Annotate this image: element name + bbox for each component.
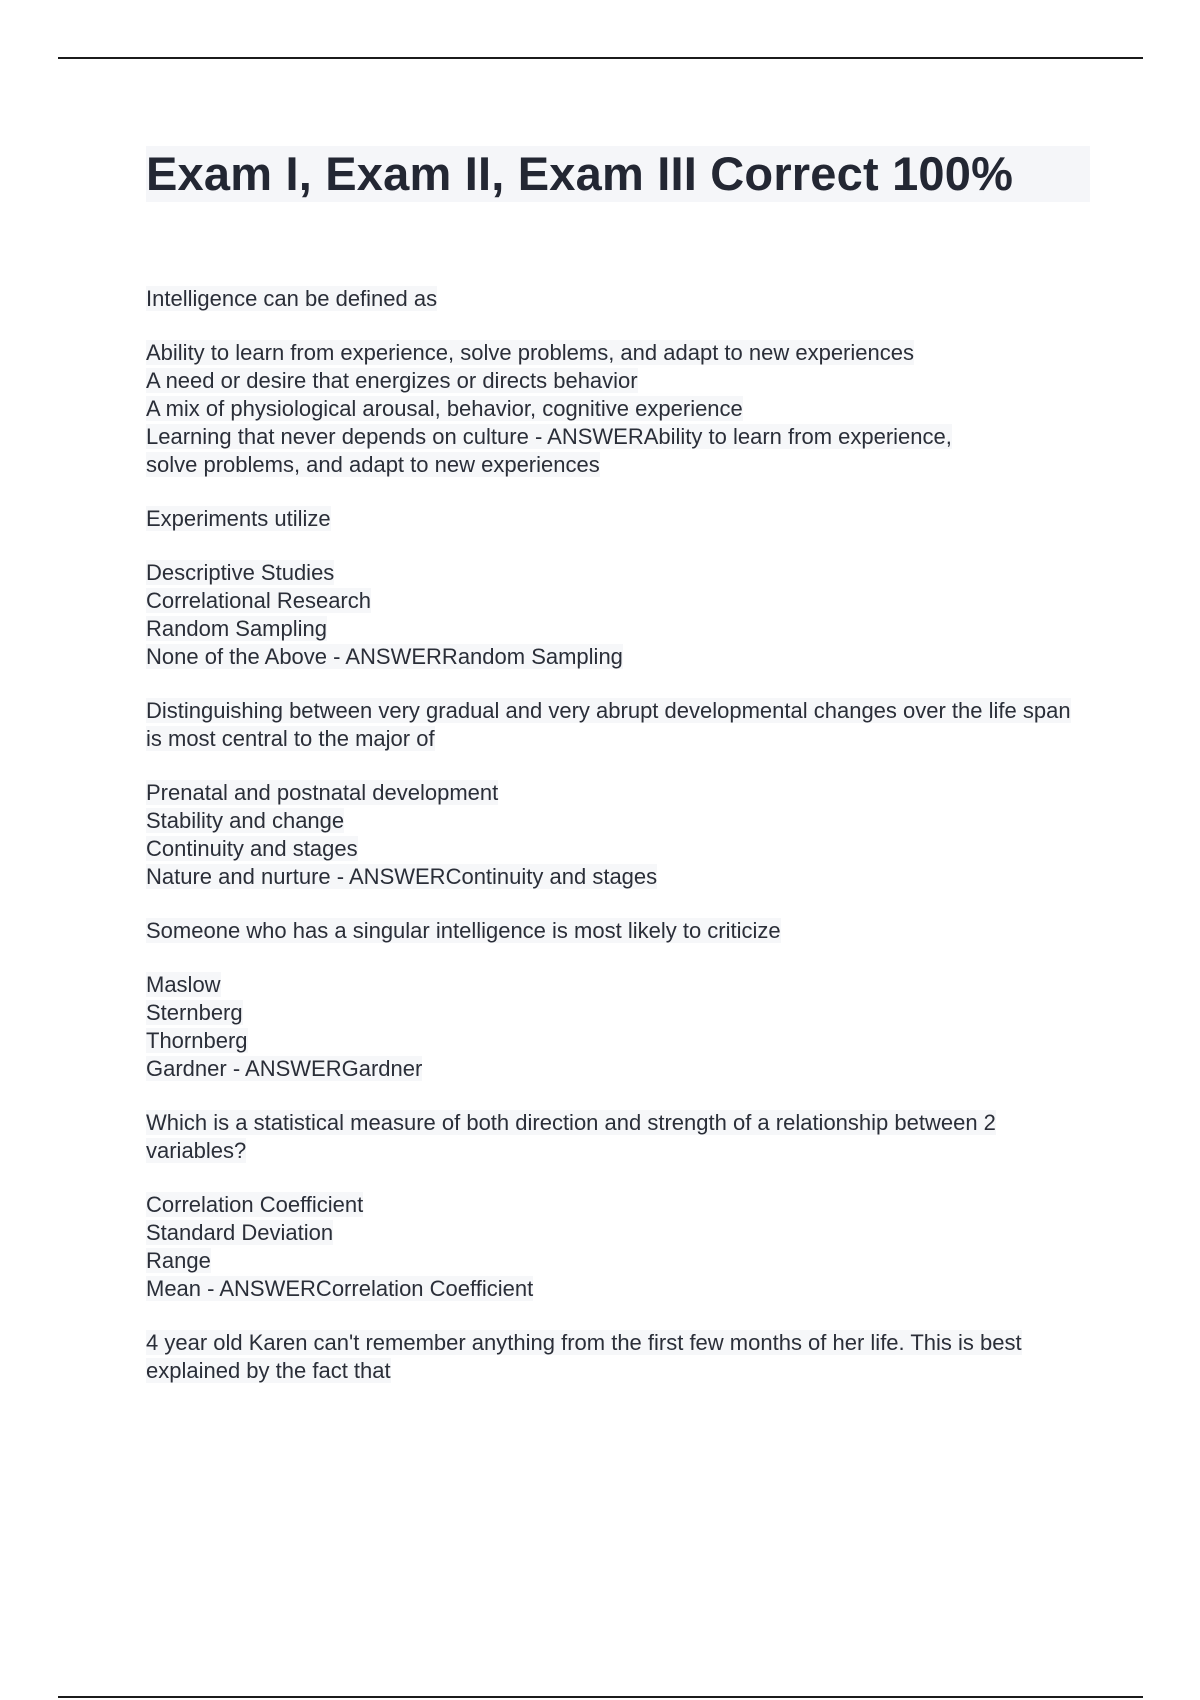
answer-option: Mean - ANSWERCorrelation Coefficient [146,1276,534,1301]
question-text: Someone who has a singular intelligence is most likely to criticize [146,918,781,943]
answer-option: A mix of physiological arousal, behavior, cognitive experience [146,396,743,421]
answer-option: Continuity and stages [146,836,358,861]
answer-option: Standard Deviation [146,1220,334,1245]
answer-option: Learning that never depends on culture - ANSWERAbility to learn from experience, [146,424,952,449]
bottom-rule [58,1696,1143,1698]
question-block-5 [146,1109,1090,1303]
question-list [146,285,1090,1385]
answer-option: Random Sampling [146,616,327,641]
answer-option: Gardner - ANSWERGardner [146,1056,423,1081]
answer-option: Correlational Research [146,588,371,613]
answer-option: Thornberg [146,1028,248,1053]
question-text: Experiments utilize [146,506,331,531]
question-text: Distinguishing between very gradual and very abrupt developmental changes over the life span is most central to the major of [146,698,1071,751]
answer-option: Prenatal and postnatal development [146,780,499,805]
answer-option: Stability and change [146,808,345,833]
answer-option: Range [146,1248,211,1273]
question-text: 4 year old Karen can't remember anything from the first few months of her life. This is best explained by the fact that [146,1330,1022,1383]
answer-option: Sternberg [146,1000,243,1025]
answer-option: None of the Above - ANSWERRandom Sampling [146,644,623,669]
question-block-2 [146,505,1090,671]
question-block-3 [146,697,1090,891]
answer-option: A need or desire that energizes or directs behavior [146,368,638,393]
question-block-1 [146,285,1090,479]
question-text: Which is a statistical measure of both direction and strength of a relationship between 2 variables? [146,1110,996,1163]
document-page [146,146,1090,1411]
answer-option: Nature and nurture - ANSWERContinuity and stages [146,864,658,889]
answer-option: Correlation Coefficient [146,1192,364,1217]
answer-option: Descriptive Studies [146,560,335,585]
answer-option: solve problems, and adapt to new experiences [146,452,600,477]
answer-option: Ability to learn from experience, solve problems, and adapt to new experiences [146,340,914,365]
top-rule [58,57,1143,59]
answer-option: Maslow [146,972,221,997]
question-text: Intelligence can be defined as [146,286,438,311]
question-block-4 [146,917,1090,1083]
document-title: Exam I, Exam II, Exam III Correct 100% [146,146,1090,202]
question-block-6 [146,1329,1090,1385]
